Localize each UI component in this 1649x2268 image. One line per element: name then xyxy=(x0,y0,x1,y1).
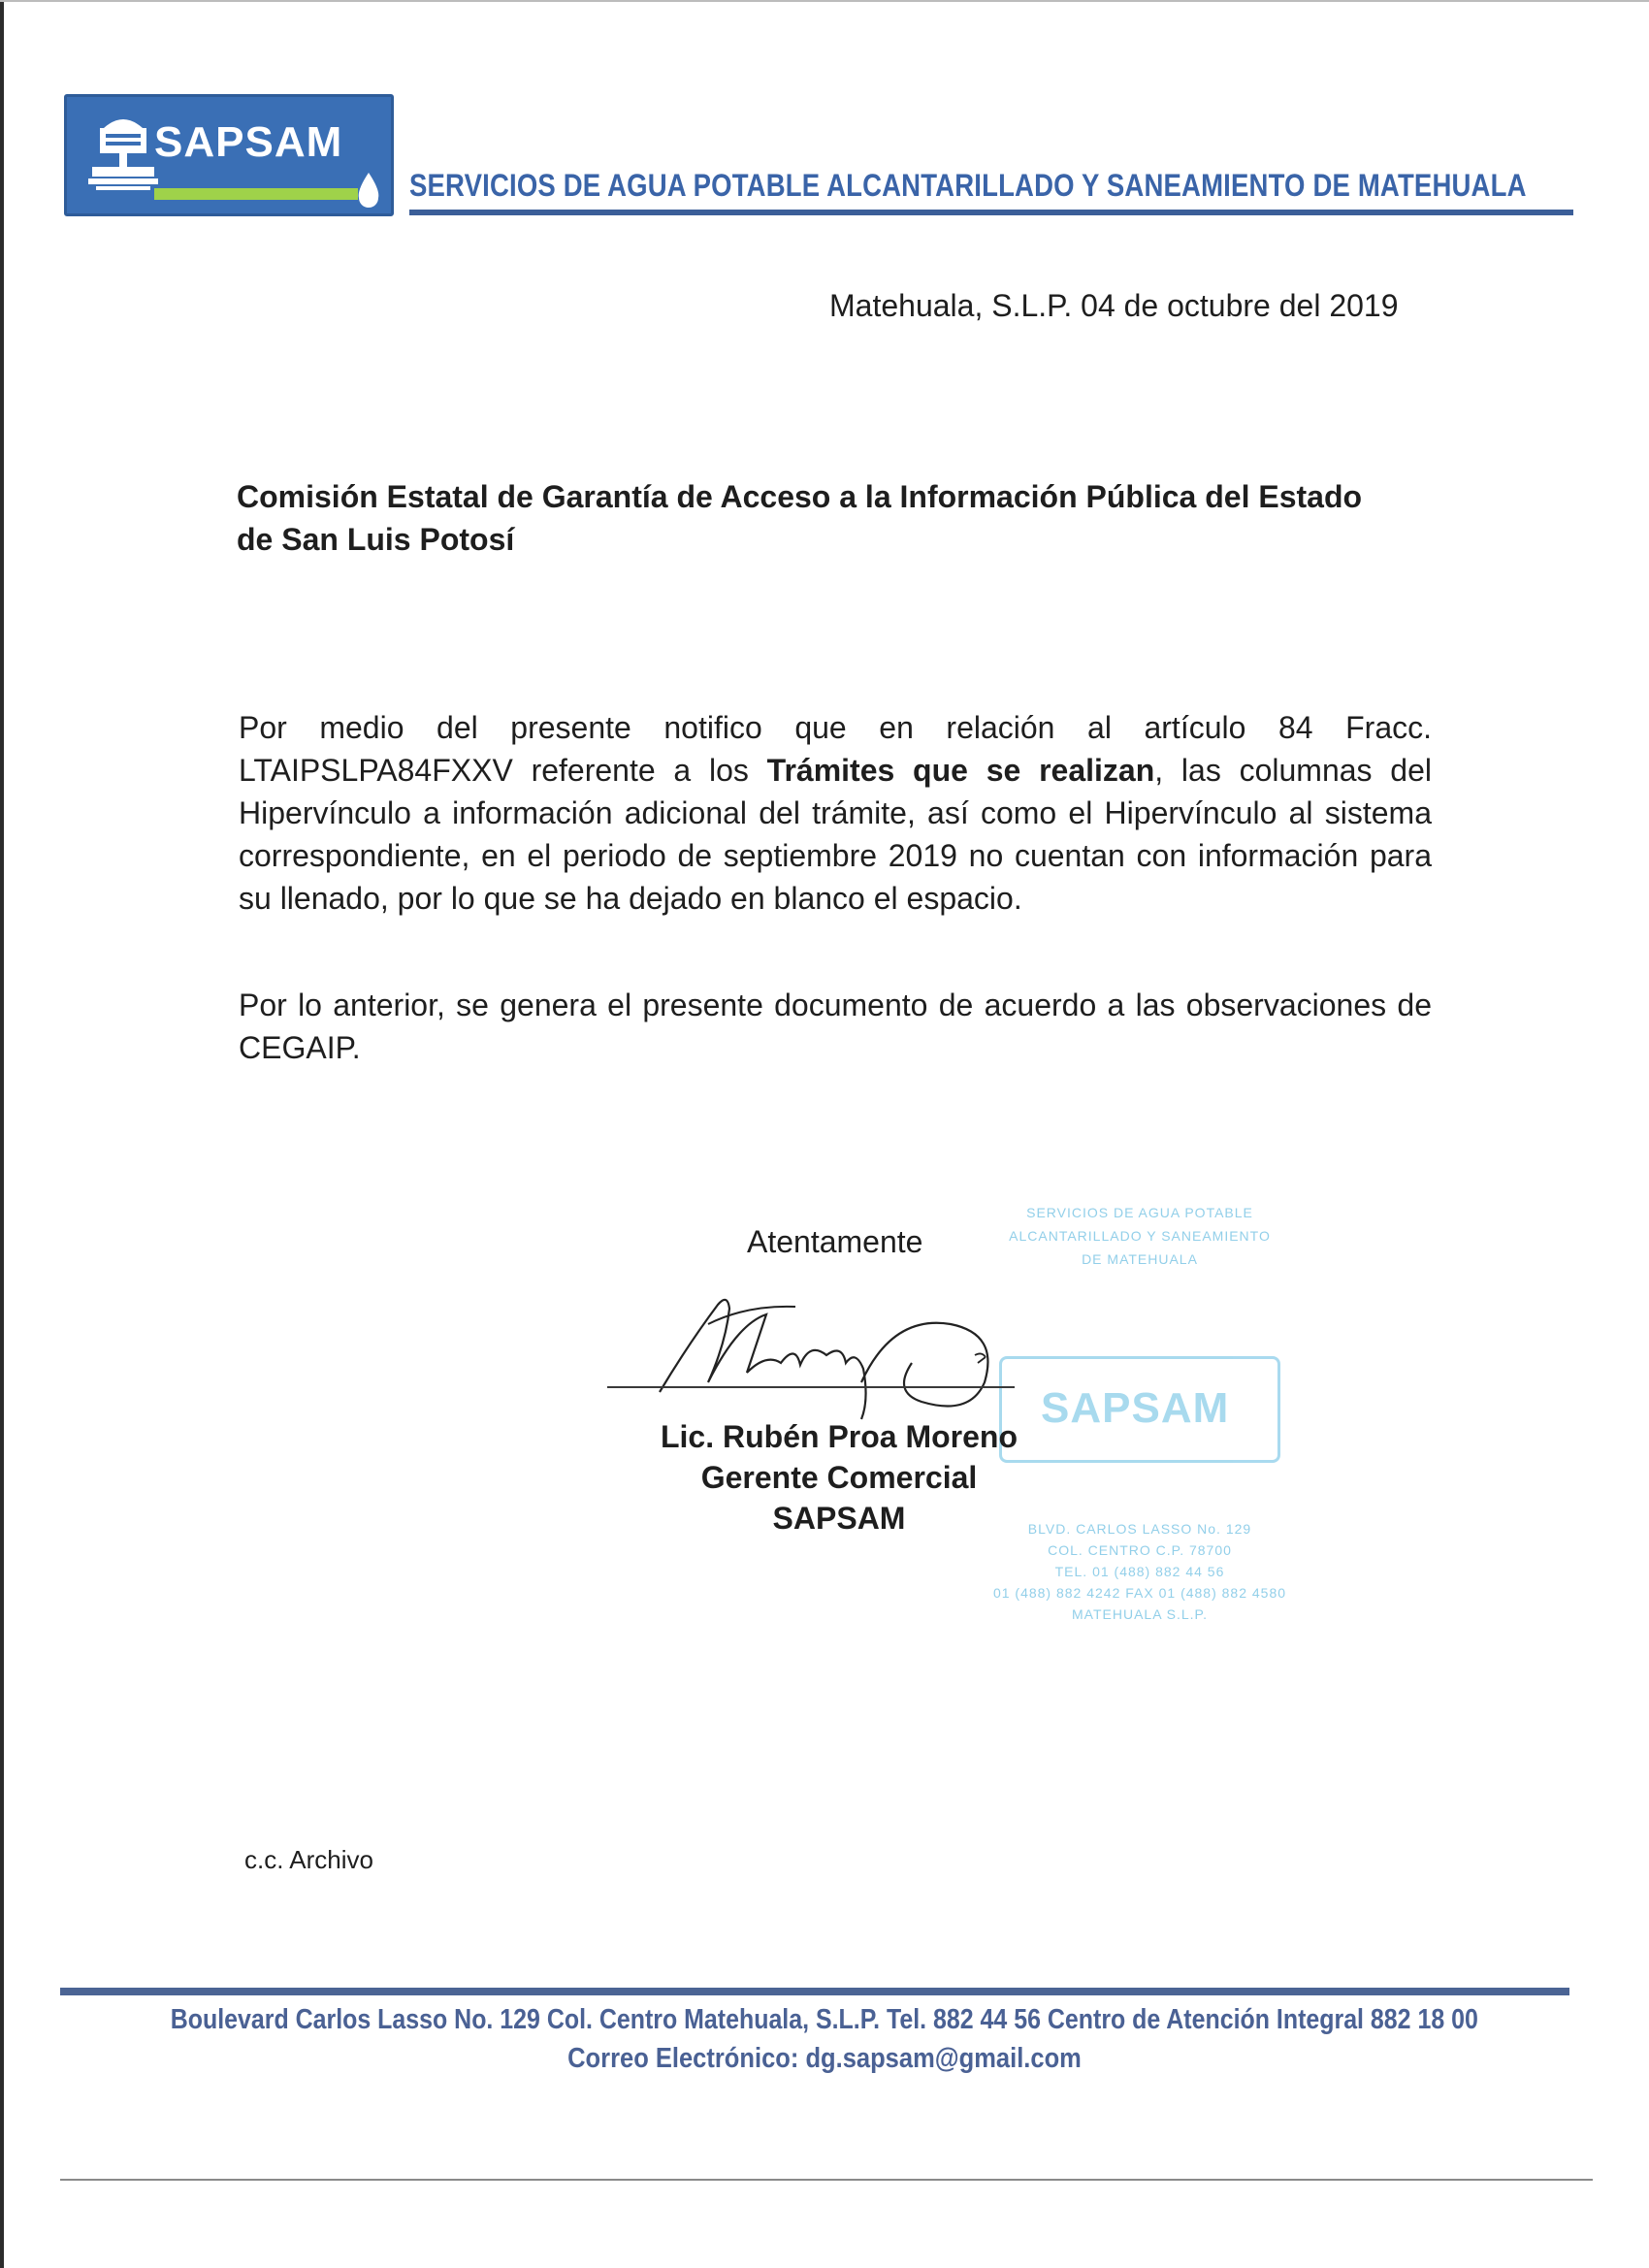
footer-email xyxy=(0,2043,1649,2075)
bottom-rule xyxy=(60,2179,1593,2181)
footer-rule xyxy=(60,1988,1569,1995)
sapsam-logo xyxy=(64,94,394,216)
para-text: , las columnas del Hipervínculo a información adicional del trámite, así como el Hipervínculo al sistema correspondiente, en el periodo de septiembre 2019 no cuentan con información para su llenado, por lo que se ha dejado en blanco el espacio. xyxy=(239,753,1433,916)
carbon-copy: c.c. Archivo xyxy=(244,1845,373,1874)
stamp-text: COL. CENTRO C.P. 78700 xyxy=(1048,1542,1232,1558)
header-rule xyxy=(409,210,1573,215)
footer-address xyxy=(0,2004,1649,2036)
logo-text: SAPSAM xyxy=(154,118,343,166)
stamp-logo-text: SAPSAM xyxy=(1041,1384,1230,1432)
signature-line xyxy=(607,1386,1015,1388)
stamp-text: TEL. 01 (488) 882 44 56 xyxy=(1054,1564,1225,1579)
stamp-text: SERVICIOS DE AGUA POTABLE xyxy=(1026,1205,1253,1220)
stamp-text: 01 (488) 882 4242 FAX 01 (488) 882 4580 xyxy=(992,1585,1287,1601)
stamp-text: ALCANTARILLADO Y SANEAMIENTO xyxy=(1009,1228,1271,1244)
para-bold-text: Trámites que se realizan xyxy=(766,753,1155,788)
handwritten-signature xyxy=(601,1285,1048,1421)
recipient xyxy=(237,475,1449,561)
closing: Atentamente xyxy=(747,1224,923,1259)
water-drop-icon xyxy=(355,171,382,210)
water-tower-icon xyxy=(86,111,160,200)
scan-edge-top xyxy=(0,0,1649,2)
recipient-line: Comisión Estatal de Garantía de Acceso a la Información Pública del Estado xyxy=(237,479,1363,514)
organization-name: SERVICIOS DE AGUA POTABLE ALCANTARILLADO Y SANEAMIENTO DE MATEHUALA xyxy=(409,168,1527,203)
para-text: Por medio del presente notifico que en relación al artículo 84 Fracc. LTAIPSLPA84FXXV referente a los xyxy=(239,710,1432,788)
logo-green-bar xyxy=(154,188,358,200)
letter-date: Matehuala, S.L.P. 04 de octubre del 2019 xyxy=(829,288,1399,323)
recipient-line: de San Luis Potosí xyxy=(237,522,515,557)
signatory-block xyxy=(543,1416,1135,1539)
body-paragraph-2: Por lo anterior, se genera el presente documento de acuerdo a las observaciones de CEGAIP. xyxy=(239,988,1432,1065)
footer-email-text: Correo Electrónico: dg.sapsam@gmail.com xyxy=(567,2043,1082,2074)
footer-address-text: Boulevard Carlos Lasso No. 129 Col. Centro Matehuala, S.L.P. Tel. 882 44 56 Centro de Atención Integral 882 18 00 xyxy=(170,2004,1479,2035)
stamp-text: MATEHUALA S.L.P. xyxy=(1072,1606,1208,1622)
signatory-org: SAPSAM xyxy=(772,1501,906,1536)
scan-edge xyxy=(0,0,4,2268)
stamp-text: BLVD. CARLOS LASSO No. 129 xyxy=(1027,1521,1252,1537)
signatory-name: Lic. Rubén Proa Moreno xyxy=(660,1419,1018,1454)
signatory-title: Gerente Comercial xyxy=(700,1460,978,1495)
body-paragraph-1 xyxy=(239,706,1432,920)
stamp-text: DE MATEHUALA xyxy=(1082,1251,1198,1267)
